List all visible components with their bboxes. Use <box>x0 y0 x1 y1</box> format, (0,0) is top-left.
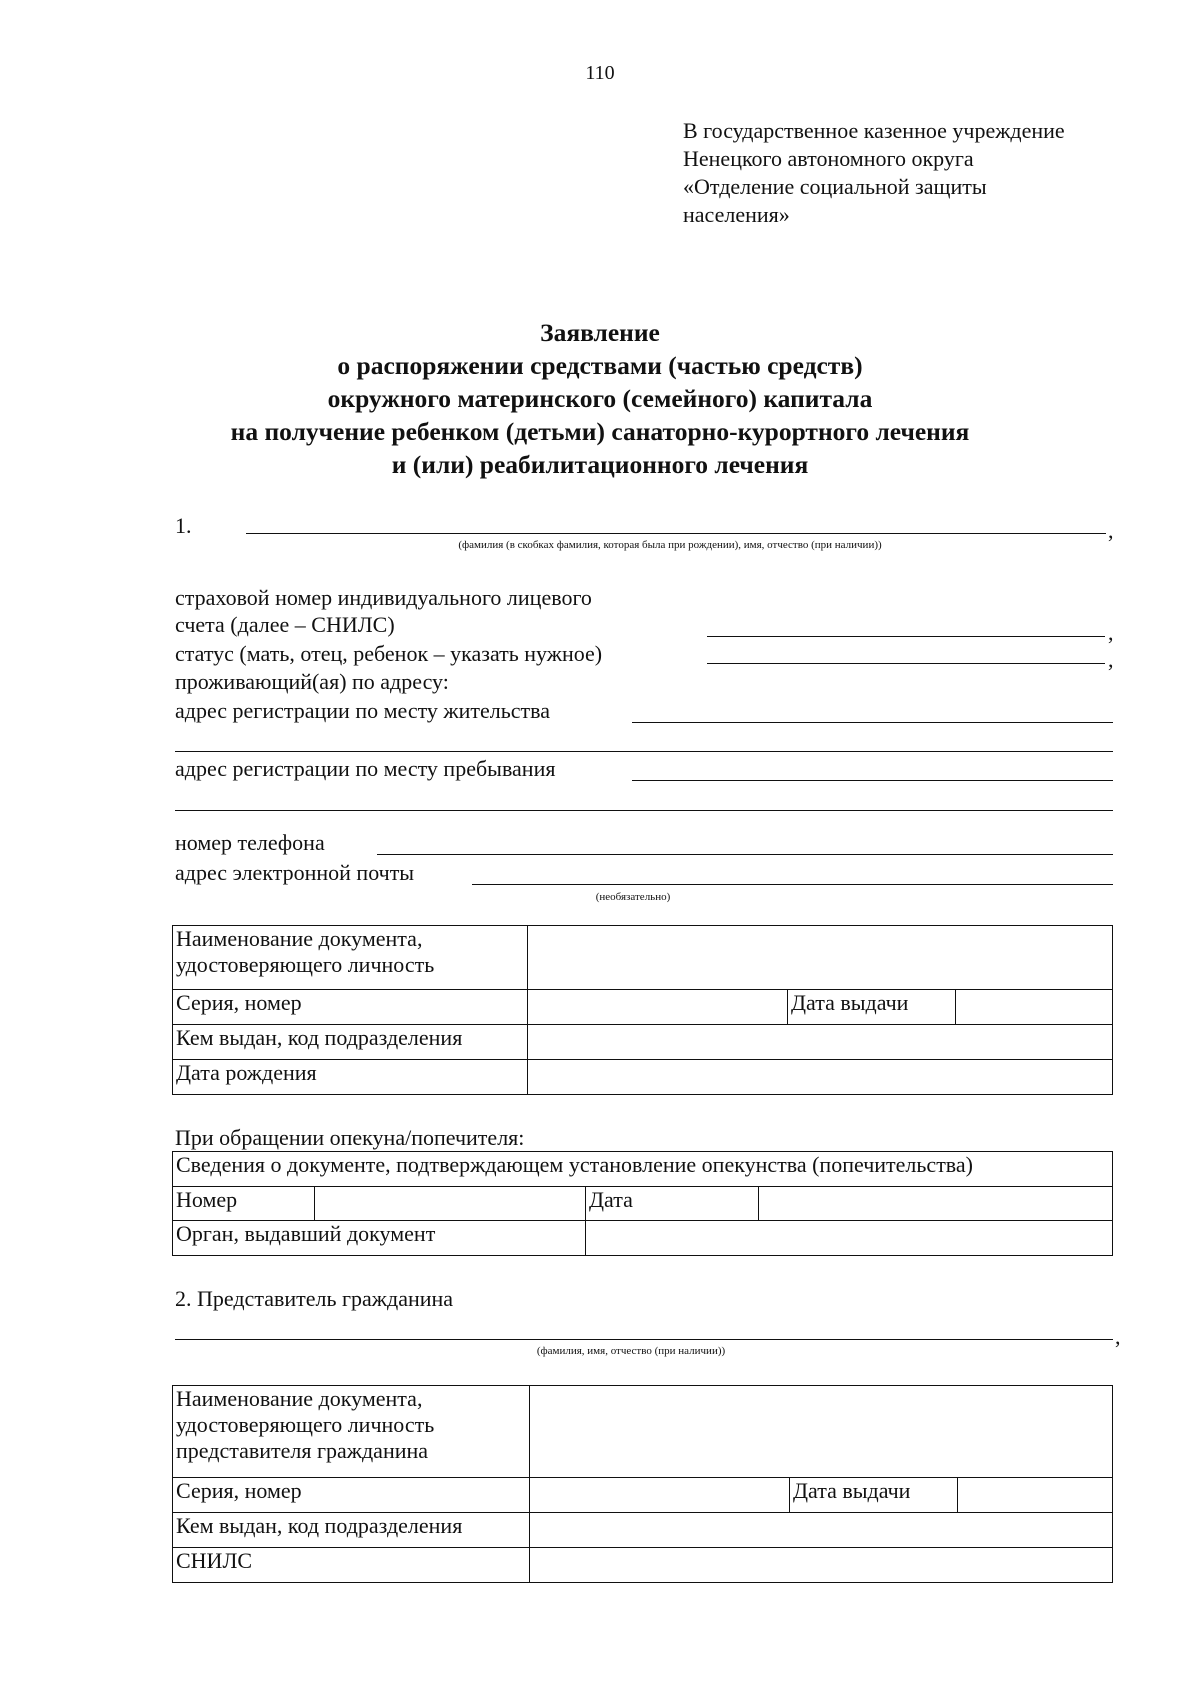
addressee-block <box>683 117 1065 229</box>
snils-field[interactable] <box>707 636 1105 637</box>
rep-series-number-value[interactable] <box>530 1478 790 1513</box>
comma: , <box>1115 1324 1121 1349</box>
document-title <box>0 316 1200 481</box>
guardian-document-table <box>172 1151 1113 1256</box>
rep-doc-name-value[interactable] <box>530 1386 1113 1478</box>
rep-snils-value[interactable] <box>530 1548 1113 1583</box>
series-number-value[interactable] <box>528 990 788 1025</box>
doc-name-value[interactable] <box>528 926 1113 990</box>
birth-date-label: Дата рождения <box>173 1060 528 1095</box>
snils-label-line-2: счета (далее – СНИЛС) <box>175 612 395 637</box>
stay-address-field[interactable] <box>632 780 1113 781</box>
issued-by-value[interactable] <box>528 1025 1113 1060</box>
reg-address-field[interactable] <box>632 722 1113 723</box>
representative-name-hint: (фамилия, имя, отчество (при наличии)) <box>536 1345 726 1357</box>
section-1-number: 1. <box>175 513 192 538</box>
addressee-line: В государственное казенное учреждение <box>683 118 1065 143</box>
issue-date-value[interactable] <box>956 990 1113 1025</box>
title-line: окружного материнского (семейного) капитала <box>327 384 873 413</box>
rep-doc-name-label-line: удостоверяющего личность <box>176 1412 435 1437</box>
title-line: и (или) реабилитационного лечения <box>391 450 809 479</box>
guardian-heading: При обращении опекуна/попечителя: <box>175 1125 525 1150</box>
stay-address-field-line-2[interactable] <box>175 810 1113 811</box>
title-line: Заявление <box>540 318 660 347</box>
rep-doc-name-label-line: представителя гражданина <box>176 1438 429 1463</box>
representative-document-table <box>172 1385 1113 1583</box>
snils-label-line-1: страховой номер индивидуального лицевого <box>175 585 592 610</box>
birth-date-value[interactable] <box>528 1060 1113 1095</box>
guardian-authority-label: Орган, выдавший документ <box>173 1221 586 1256</box>
representative-name-field[interactable] <box>175 1339 1113 1340</box>
email-hint: (необязательно) <box>595 891 671 903</box>
rep-snils-label: СНИЛС <box>173 1548 530 1583</box>
doc-name-label-line: Наименование документа, <box>176 926 423 951</box>
title-line: о распоряжении средствами (частью средств) <box>337 351 863 380</box>
reg-address-label: адрес регистрации по месту жительства <box>175 698 551 723</box>
email-label: адрес электронной почты <box>175 860 415 885</box>
rep-issue-date-value[interactable] <box>958 1478 1113 1513</box>
title-line: на получение ребенком (детьми) санаторно-курортного лечения <box>230 417 970 446</box>
phone-label: номер телефона <box>175 830 325 855</box>
addressee-line: Ненецкого автономного округа <box>683 146 974 171</box>
rep-series-number-label: Серия, номер <box>173 1478 530 1513</box>
rep-issue-date-label: Дата выдачи <box>790 1478 958 1513</box>
doc-name-label <box>173 926 528 990</box>
email-field[interactable] <box>472 884 1113 885</box>
guardian-date-label: Дата <box>586 1187 759 1221</box>
applicant-name-field[interactable] <box>246 533 1106 534</box>
status-label: статус (мать, отец, ребенок – указать нужное) <box>175 641 603 666</box>
reg-address-field-line-2[interactable] <box>175 751 1113 752</box>
residing-label: проживающий(ая) по адресу: <box>175 669 449 694</box>
rep-issued-by-value[interactable] <box>530 1513 1113 1548</box>
applicant-name-hint: (фамилия (в скобках фамилия, которая была при рождении), имя, отчество (при наличии)) <box>458 539 882 551</box>
rep-issued-by-label: Кем выдан, код подразделения <box>173 1513 530 1548</box>
page-number: 110 <box>585 62 615 84</box>
addressee-line: населения» <box>683 202 790 227</box>
identity-document-table <box>172 925 1113 1095</box>
rep-doc-name-label <box>173 1386 530 1478</box>
section-2-heading: 2. Представитель гражданина <box>175 1286 454 1311</box>
guardian-authority-value[interactable] <box>586 1221 1113 1256</box>
phone-field[interactable] <box>377 854 1113 855</box>
rep-doc-name-label-line: Наименование документа, <box>176 1386 423 1411</box>
stay-address-label: адрес регистрации по месту пребывания <box>175 756 556 781</box>
status-field[interactable] <box>707 663 1105 664</box>
guardian-number-label: Номер <box>173 1187 315 1221</box>
guardian-number-value[interactable] <box>315 1187 586 1221</box>
comma: , <box>1108 518 1114 543</box>
series-number-label: Серия, номер <box>173 990 528 1025</box>
addressee-line: «Отделение социальной защиты <box>683 174 987 199</box>
comma: , <box>1108 620 1114 645</box>
guardian-date-value[interactable] <box>759 1187 1113 1221</box>
guardian-doc-info-label: Сведения о документе, подтверждающем установление опекунства (попечительства) <box>173 1152 1113 1187</box>
doc-name-label-line: удостоверяющего личность <box>176 952 435 977</box>
issued-by-label: Кем выдан, код подразделения <box>173 1025 528 1060</box>
issue-date-label: Дата выдачи <box>788 990 956 1025</box>
comma: , <box>1108 647 1114 672</box>
